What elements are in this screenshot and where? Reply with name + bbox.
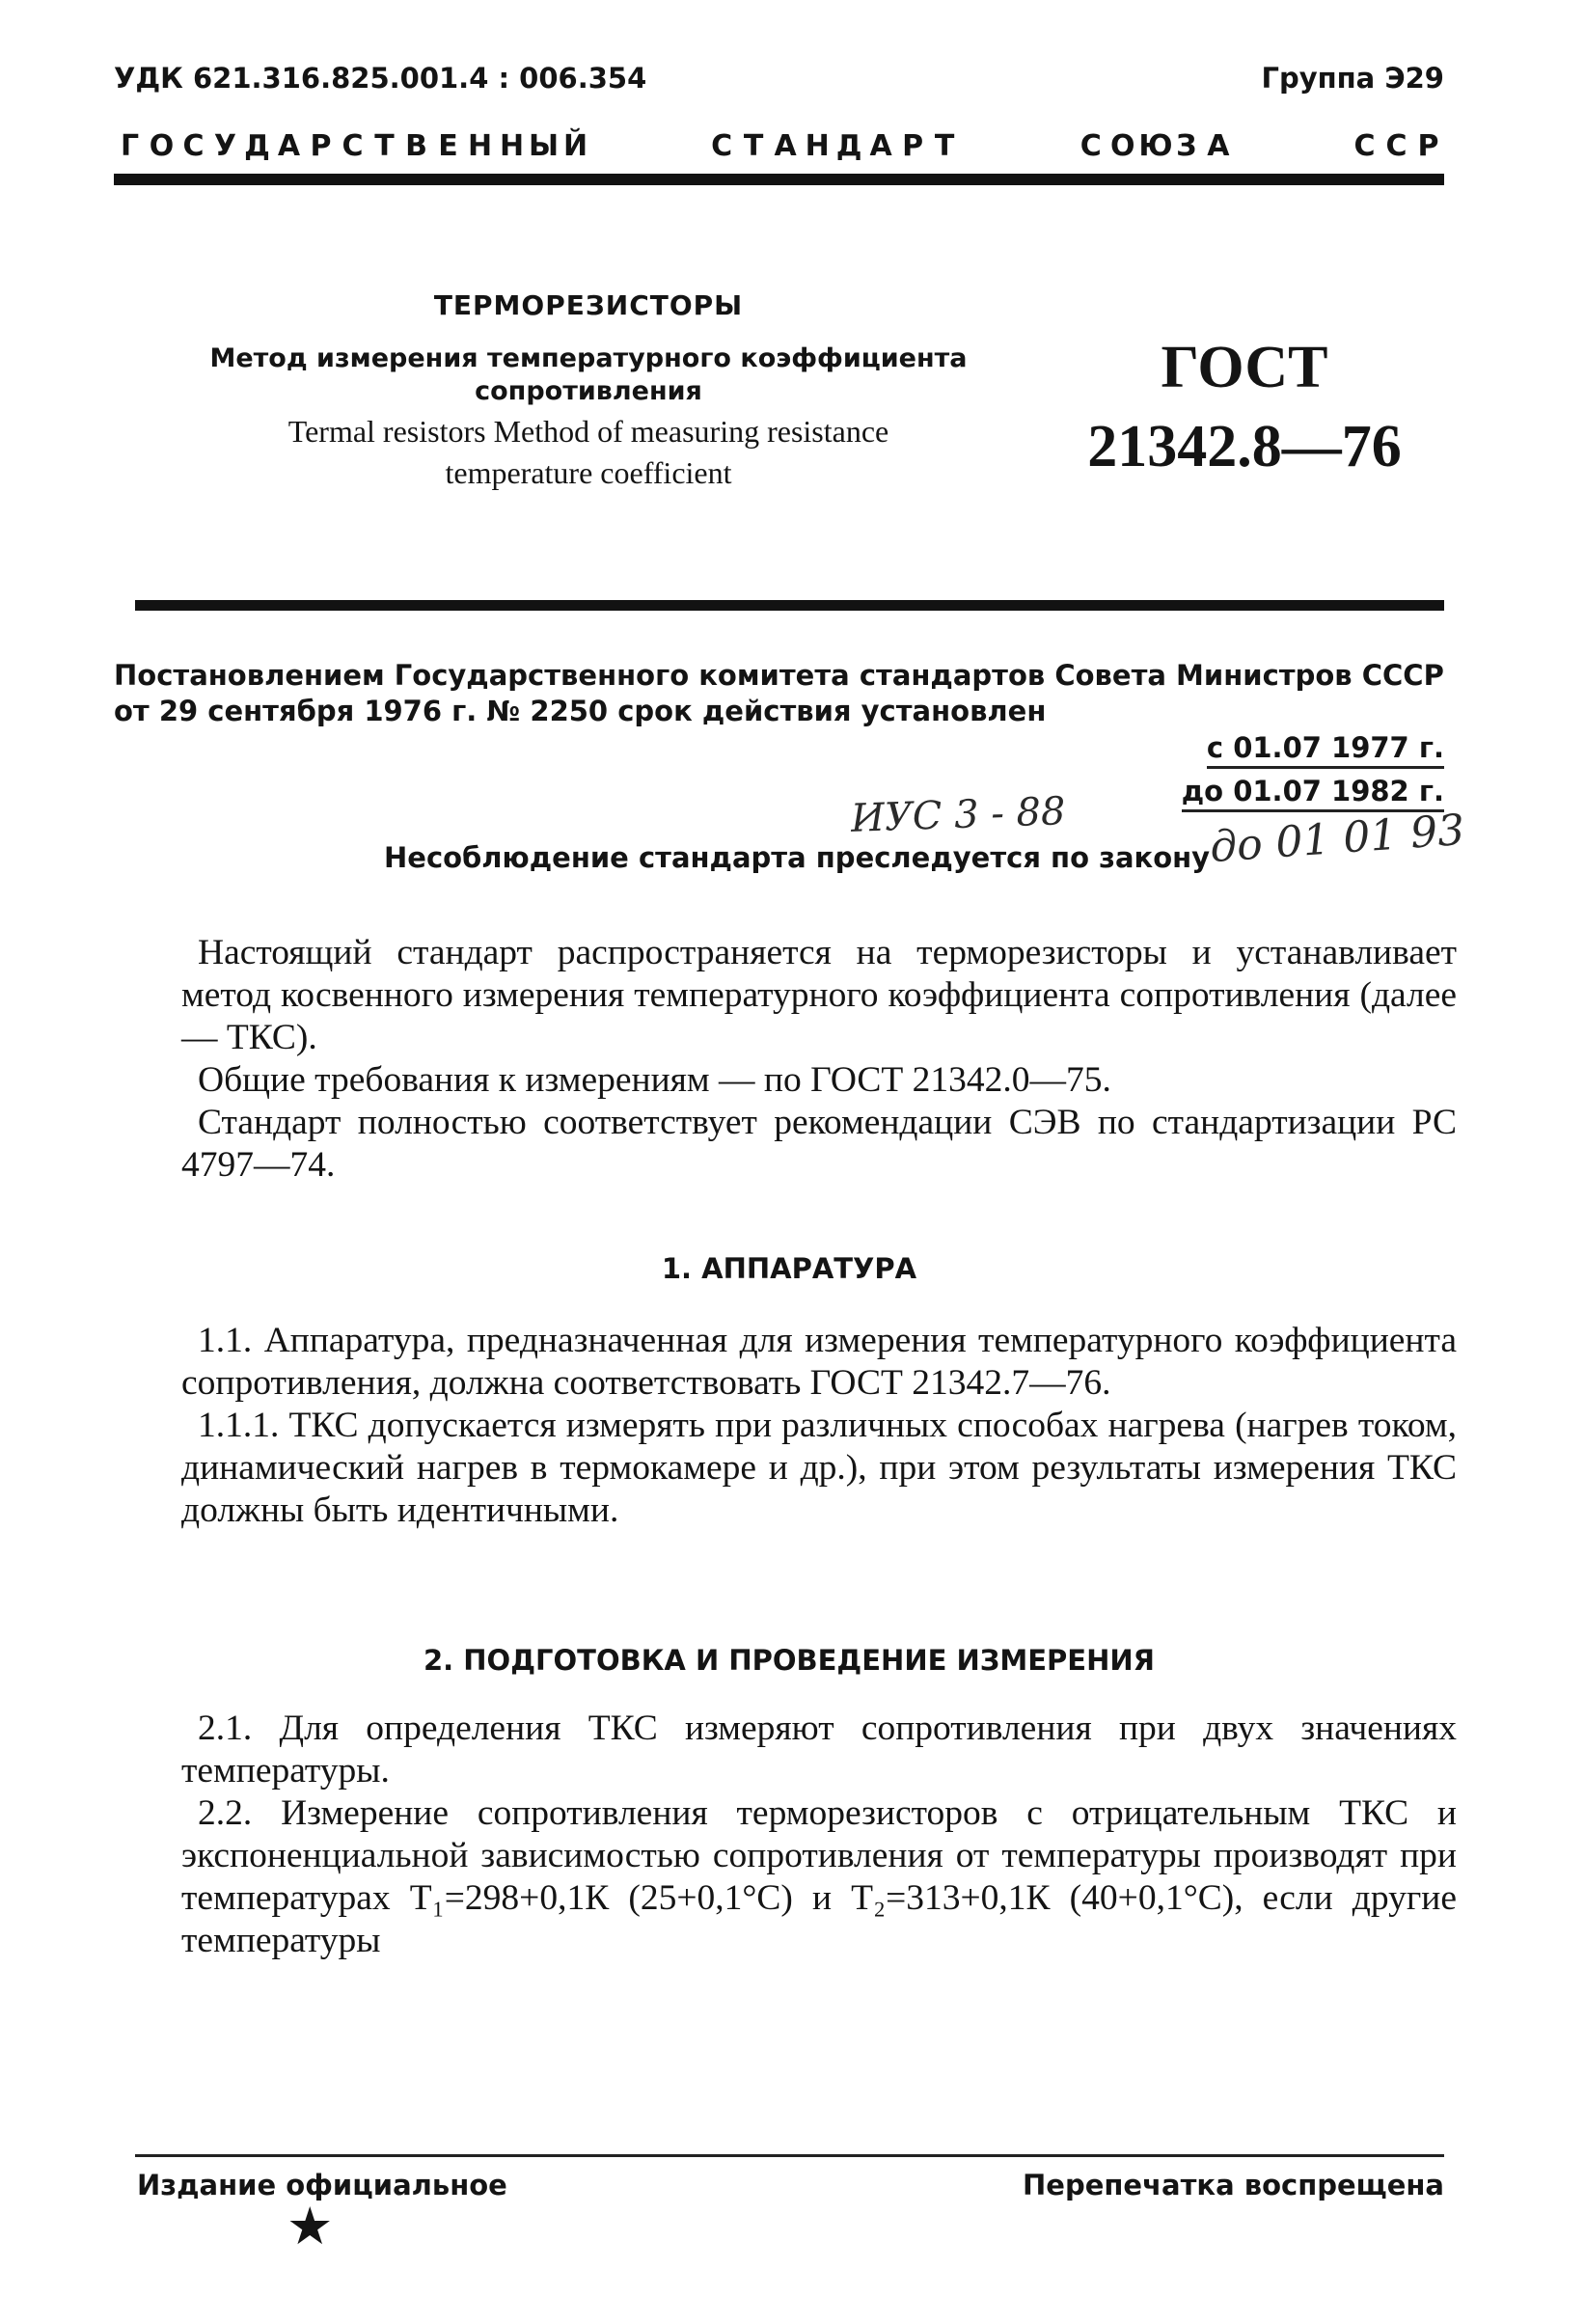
title-block: [154, 289, 1023, 491]
banner-title: [114, 129, 1444, 163]
section-2-paragraph-2: 2.2. Измерение сопротивления терморезисторов с отрицательным ТКС и экспоненциальной зависимостью сопротивления от температуры производят при температурах T₁=298+0,1К (25+0,1°С) и T₂=313+0,1К (40+0,1°С), если другие температуры: [181, 1793, 1457, 1960]
subtitle-line-1: Метод измерения температурного коэффициента: [209, 343, 968, 373]
english-title-line-2: temperature coefficient: [445, 455, 732, 490]
english-title-line-1: Termal resistors Method of measuring resistance: [287, 414, 889, 449]
section-1-body: [181, 1320, 1457, 1532]
banner-word-4: С С Р: [1353, 129, 1439, 163]
section-2-heading: 2. ПОДГОТОВКА И ПРОВЕДЕНИЕ ИЗМЕРЕНИЯ: [424, 1644, 1155, 1677]
section-2-paragraph-1: 2.1. Для определения ТКС измеряют сопротивления при двух значениях температуры.: [181, 1709, 1457, 1791]
gost-number: 21342.8—76: [1087, 414, 1402, 479]
section-1-paragraph-1: 1.1. Аппаратура, предназначенная для измерения температурного коэффициента сопротивления, должна соответствовать ГОСТ 21342.7—76.: [181, 1321, 1457, 1403]
violation-notice: Несоблюдение стандарта преследуется по закону: [384, 841, 1211, 874]
star-icon: ★: [287, 2198, 334, 2256]
intro-paragraph-3: Стандарт полностью соответствует рекомендации СЭВ по стандартизации РС 4797—74.: [181, 1103, 1457, 1185]
section-1-heading: 1. АППАРАТУРА: [661, 1252, 917, 1285]
banner-word-2: С Т А Н Д А Р Т: [711, 129, 955, 163]
gost-designation: [1061, 328, 1428, 486]
handwritten-note-2: до 01 01 93: [1208, 805, 1466, 873]
date-from: с 01.07 1977 г.: [1207, 731, 1444, 769]
document-title: ТЕРМОРЕЗИСТОРЫ: [433, 289, 744, 321]
footer-rule: [135, 2154, 1444, 2157]
subtitle-line-2: сопротивления: [475, 376, 702, 406]
intro-section: [181, 932, 1457, 1187]
udk-code: УДК 621.316.825.001.4 : 006.354: [114, 62, 647, 95]
section-1-paragraph-2: 1.1.1. ТКС допускается измерять при различных способах нагрева (нагрев током, динамический нагрев в термокамере и др.), при этом результаты измерения ТКС должны быть идентичными.: [181, 1406, 1457, 1530]
decree-line-1: Постановлением Государственного комитета стандартов Совета Министров СССР: [114, 659, 1444, 692]
title-rule: [135, 600, 1444, 611]
decree-line-2: от 29 сентября 1976 г. № 2250 срок действия установлен: [114, 695, 1047, 727]
banner-word-1: Г О С У Д А Р С Т В Е Н Н Ы Й: [120, 129, 588, 163]
date-to: до 01.07 1982 г.: [1182, 775, 1444, 812]
validity-dates: [1182, 731, 1444, 818]
banner-word-3: С О Ю З А: [1079, 129, 1230, 163]
intro-paragraph-2: Общие требования к измерениям — по ГОСТ 21342.0—75.: [198, 1060, 1111, 1100]
section-2-body: [181, 1708, 1457, 1962]
decree-text: [114, 658, 1464, 729]
gost-label: ГОСТ: [1161, 335, 1328, 400]
group-code: Группа Э29: [1261, 62, 1444, 95]
handwritten-note-1: ИУС 3 - 88: [850, 789, 1067, 841]
header-rule: [114, 174, 1444, 185]
reprint-prohibited-label: Перепечатка воспрещена: [1023, 2169, 1444, 2201]
intro-paragraph-1: Настоящий стандарт распространяется на терморезисторы и устанавливает метод косвенного измерения температурного коэффициента сопротивления (далее — ТКС).: [181, 933, 1457, 1057]
official-edition-label: Издание официальное: [137, 2169, 507, 2201]
